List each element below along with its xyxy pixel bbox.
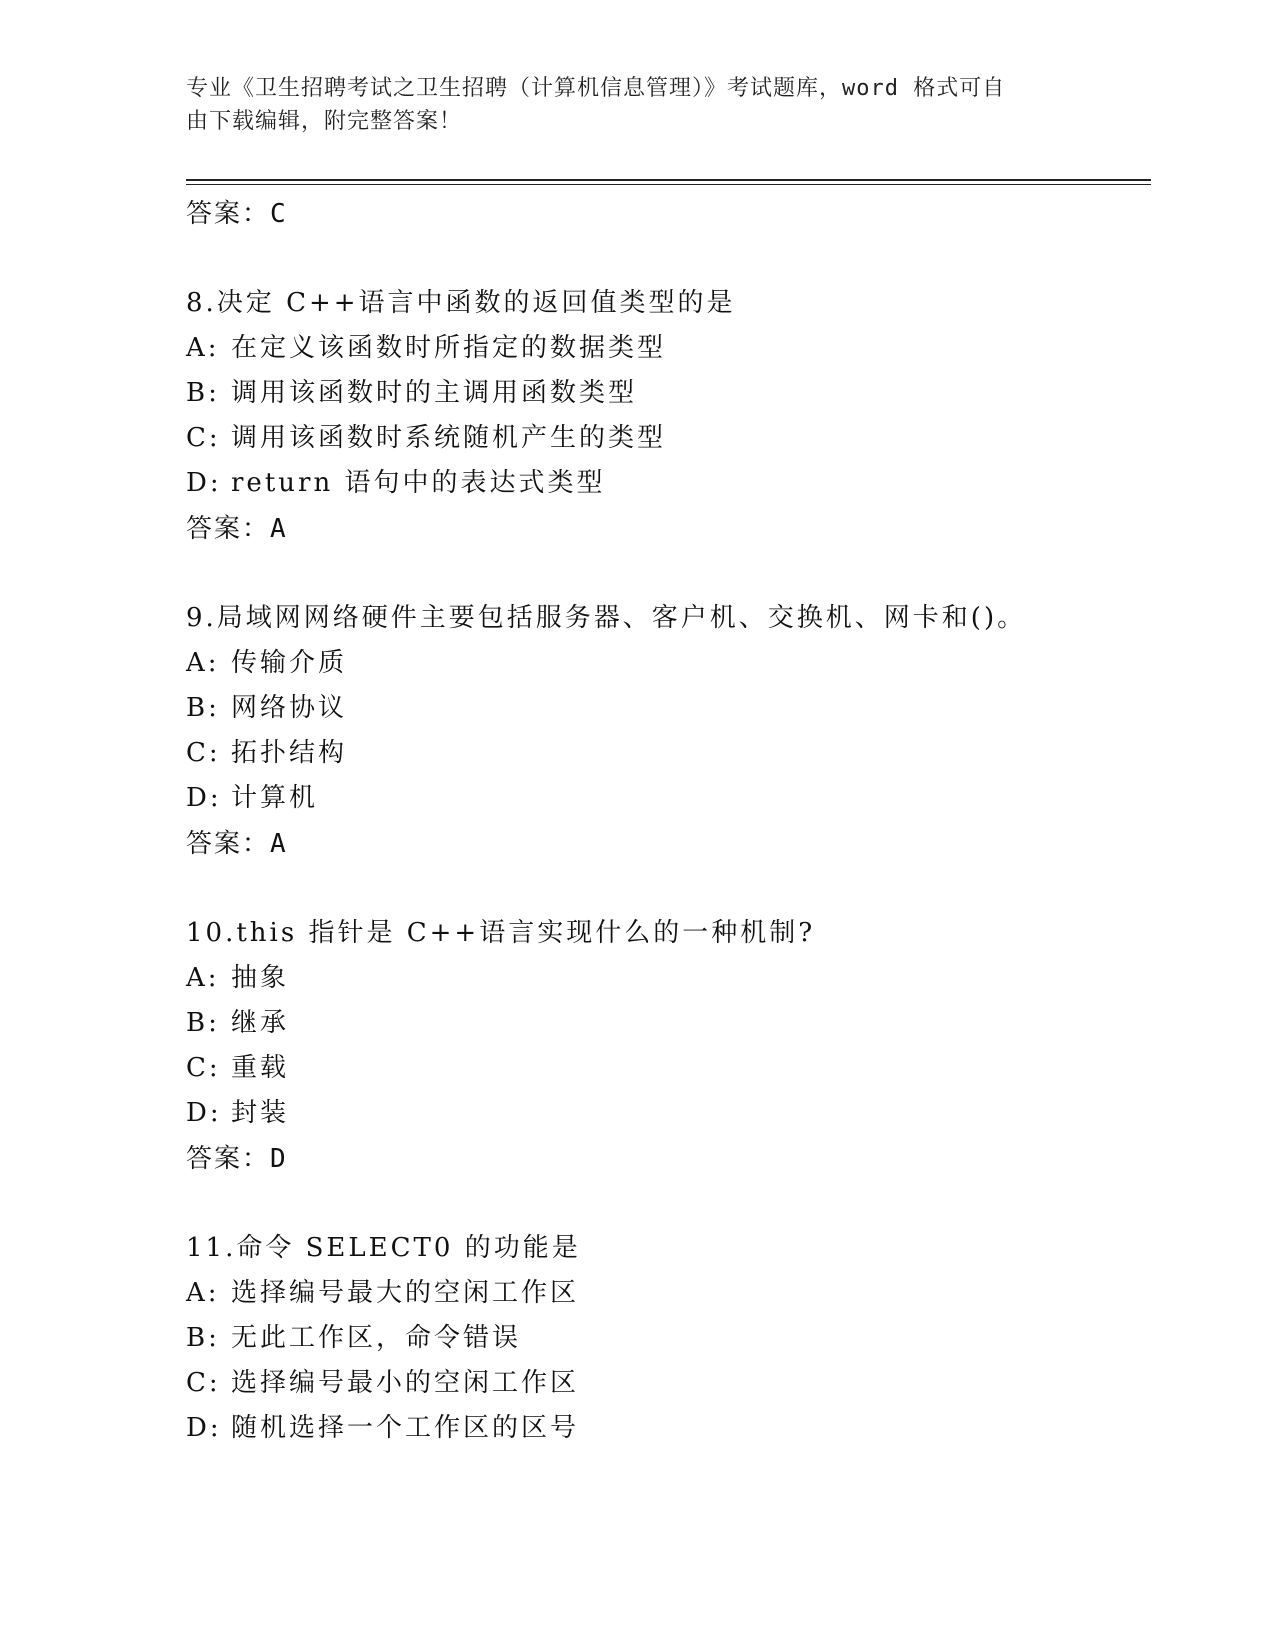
option-key: C:	[186, 423, 221, 453]
option-d	[186, 1091, 1151, 1136]
option-b	[186, 1001, 1151, 1046]
option-c	[186, 1361, 1151, 1406]
option-a	[186, 641, 1151, 686]
header-rule-thick	[186, 179, 1151, 181]
header-rule-thin	[186, 184, 1151, 185]
option-key: A:	[186, 648, 220, 678]
option-text: 计算机	[231, 783, 319, 813]
option-key: A:	[186, 1278, 220, 1308]
option-key: B:	[186, 693, 220, 723]
header-line-2: 由下载编辑，附完整答案！	[186, 109, 463, 134]
option-text: 传输介质	[231, 648, 348, 678]
option-key: D:	[186, 783, 222, 813]
option-c	[186, 416, 1151, 461]
option-d	[186, 461, 1151, 506]
answer-line: 答案：D	[186, 1144, 288, 1174]
option-text: 重载	[231, 1053, 290, 1083]
question-stem: 10.this 指针是 C++语言实现什么的一种机制?	[186, 918, 816, 948]
question-9	[186, 596, 1151, 867]
option-key: A:	[186, 963, 220, 993]
question-10	[186, 911, 1151, 1182]
option-text: 网络协议	[231, 693, 348, 723]
option-c	[186, 1046, 1151, 1091]
option-text: 无此工作区，命令错误	[231, 1323, 522, 1353]
option-d	[186, 776, 1151, 821]
option-text: return 语句中的表达式类型	[231, 468, 606, 498]
option-key: D:	[186, 468, 222, 498]
answer-line: 答案：C	[186, 199, 288, 229]
option-key: D:	[186, 1098, 222, 1128]
option-a	[186, 956, 1151, 1001]
question-stem: 8.决定 C++语言中函数的返回值类型的是	[186, 288, 736, 318]
option-text: 抽象	[231, 963, 290, 993]
option-key: C:	[186, 1053, 221, 1083]
question-8	[186, 281, 1151, 552]
option-key: C:	[186, 1368, 221, 1398]
answer-line: 答案：A	[186, 514, 288, 544]
option-key: B:	[186, 1008, 220, 1038]
option-a	[186, 1271, 1151, 1316]
option-a	[186, 326, 1151, 371]
question-stem: 11.命令 SELECT0 的功能是	[186, 1233, 581, 1263]
option-key: A:	[186, 333, 220, 363]
option-key: B:	[186, 378, 220, 408]
option-text: 随机选择一个工作区的区号	[231, 1413, 580, 1443]
option-c	[186, 731, 1151, 776]
header-line-1: 专业《卫生招聘考试之卫生招聘（计算机信息管理）》考试题库，word 格式可自	[186, 76, 1006, 101]
option-text: 调用该函数时系统随机产生的类型	[231, 423, 667, 453]
option-key: D:	[186, 1413, 222, 1443]
option-b	[186, 1316, 1151, 1361]
option-d	[186, 1406, 1151, 1451]
option-text: 选择编号最小的空闲工作区	[231, 1368, 580, 1398]
option-text: 拓扑结构	[231, 738, 348, 768]
question-stem: 9.局域网网络硬件主要包括服务器、客户机、交换机、网卡和()。	[186, 603, 1027, 633]
option-text: 选择编号最大的空闲工作区	[231, 1278, 580, 1308]
option-b	[186, 686, 1151, 731]
option-key: C:	[186, 738, 221, 768]
option-key: B:	[186, 1323, 220, 1353]
option-text: 在定义该函数时所指定的数据类型	[231, 333, 667, 363]
option-text: 调用该函数时的主调用函数类型	[231, 378, 638, 408]
option-text: 继承	[231, 1008, 290, 1038]
question-11	[186, 1226, 1151, 1451]
option-text: 封装	[231, 1098, 290, 1128]
document-header	[186, 72, 1066, 138]
answer-line: 答案：A	[186, 829, 288, 859]
document-body	[186, 191, 1151, 1451]
option-b	[186, 371, 1151, 416]
